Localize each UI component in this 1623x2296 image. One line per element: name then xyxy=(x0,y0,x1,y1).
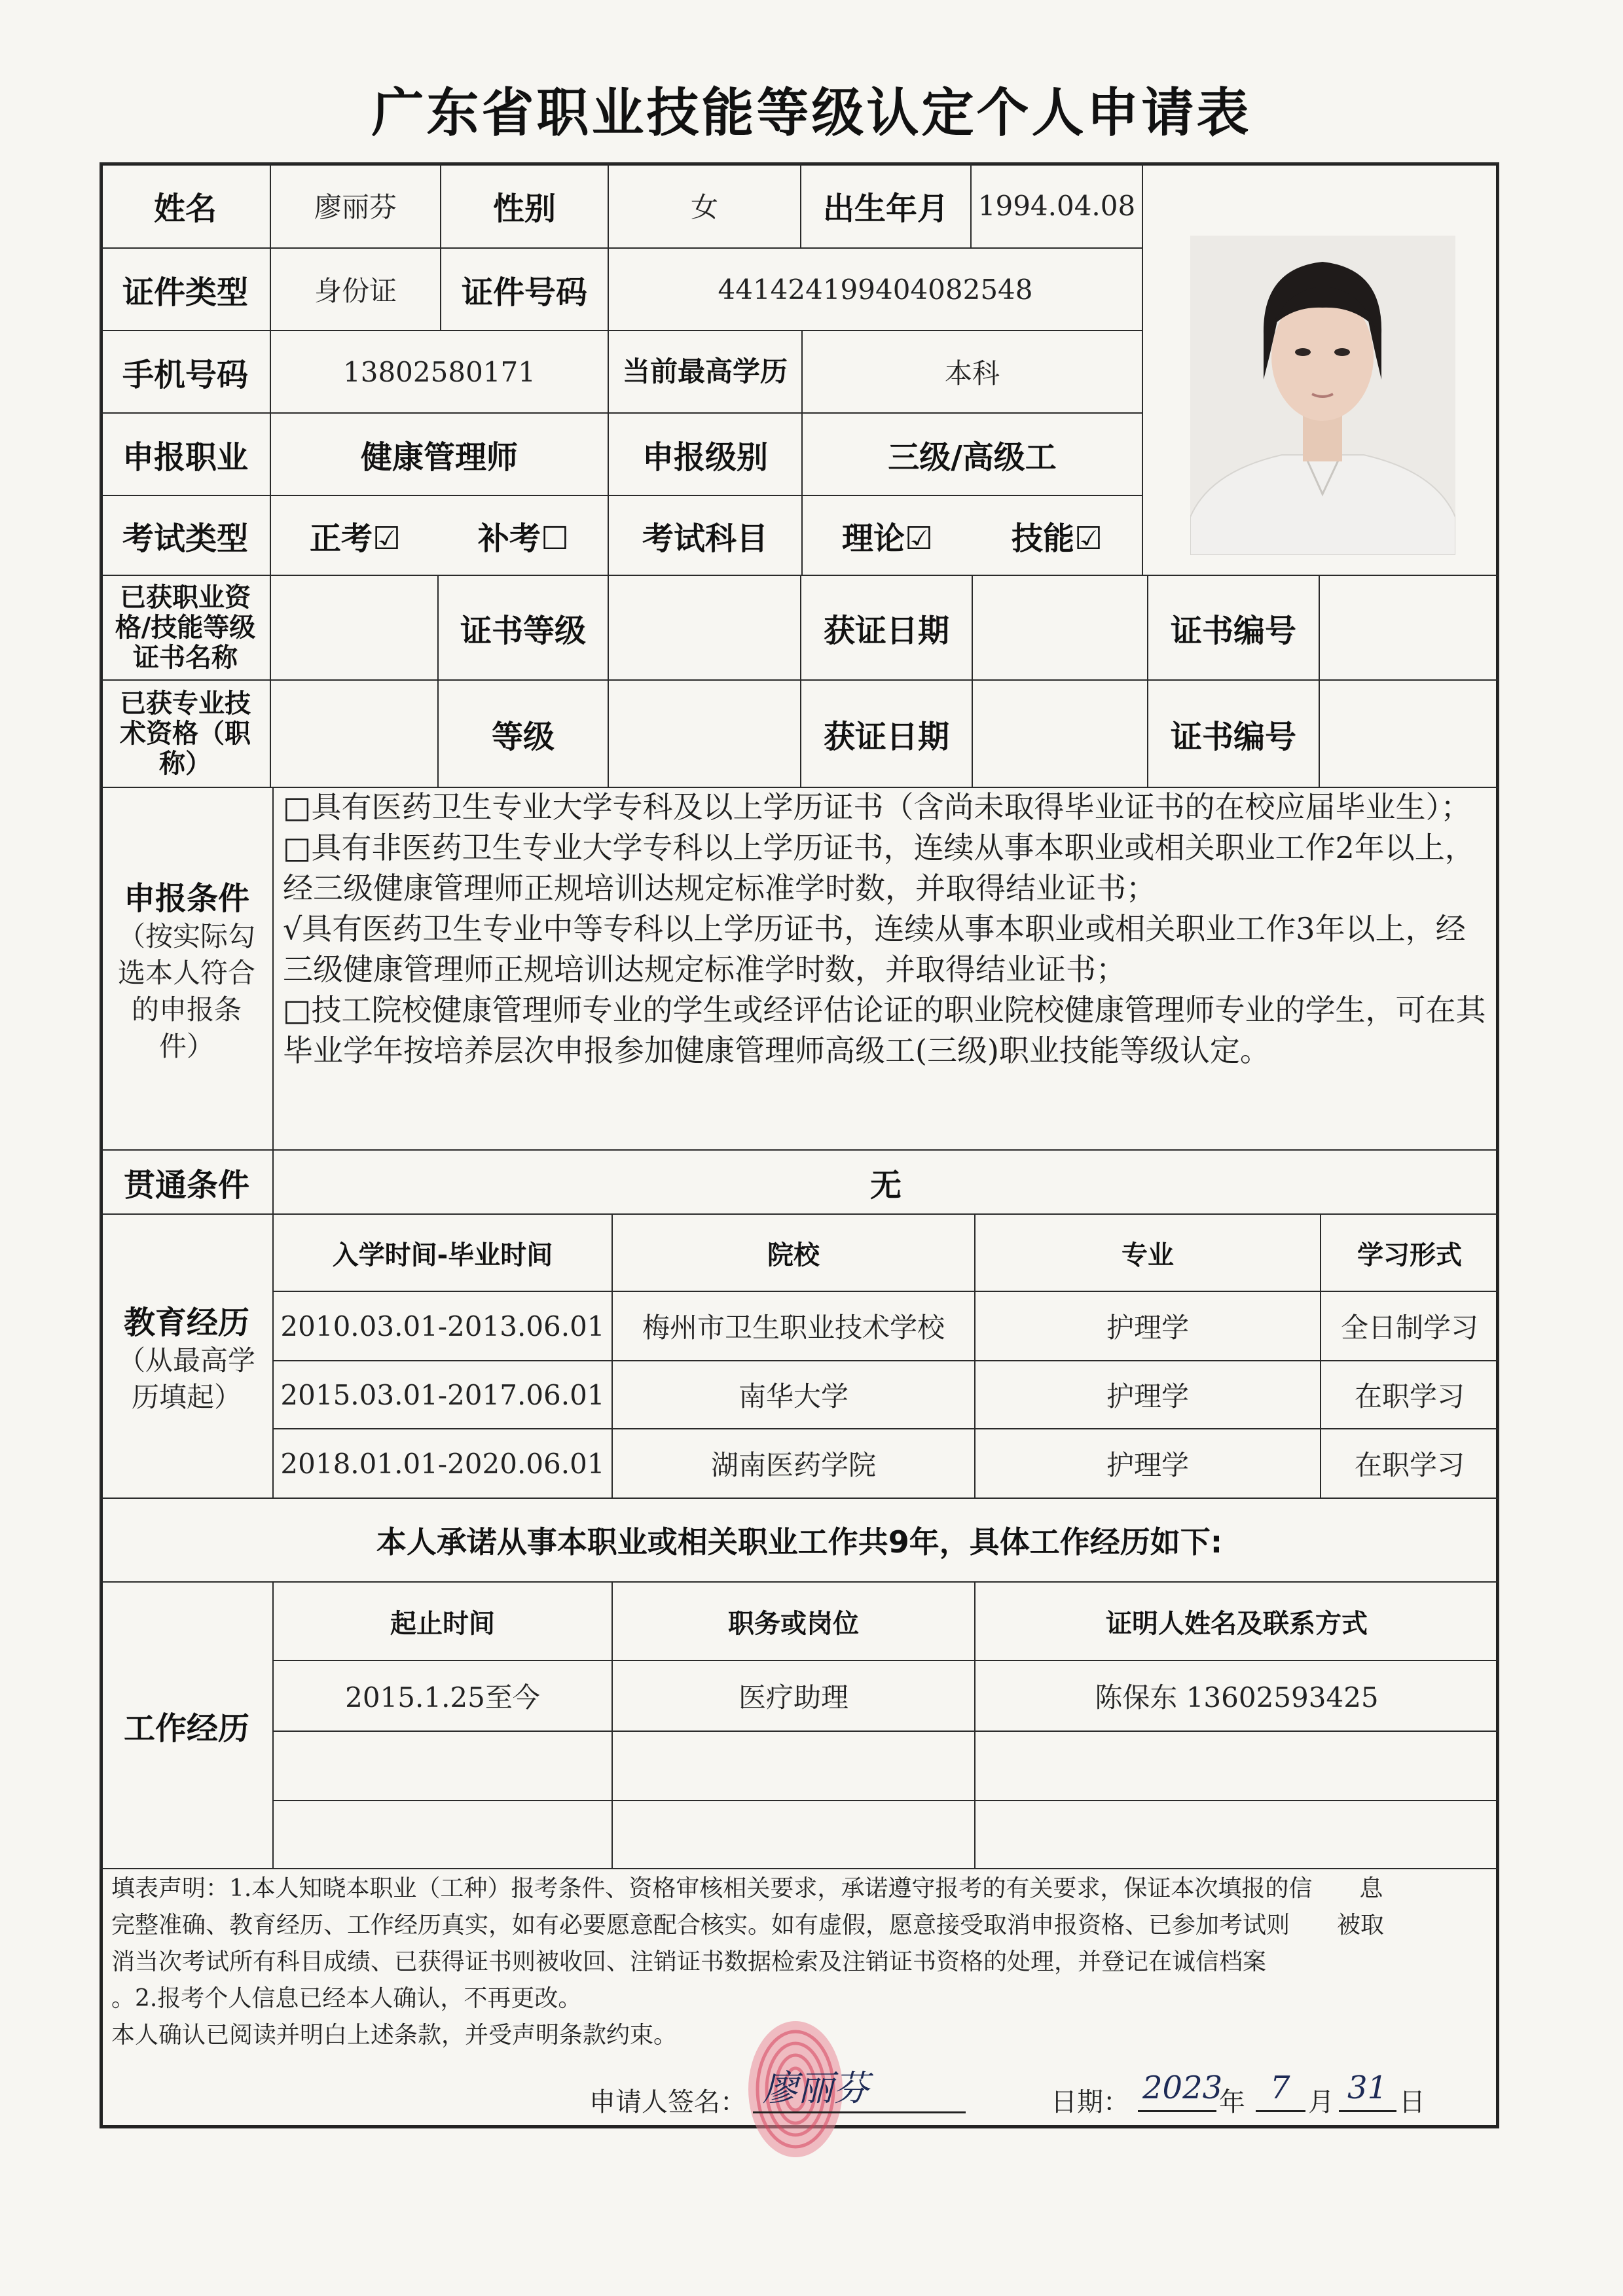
condition-option-3[interactable]: √具有医药卫生专业中等专科以上学历证书，连续从事本职业或相关职业工作3年以上，经三级健康管理师正规培训达规定标准学时数，并取得结业证书； xyxy=(283,911,1466,987)
form-title: 广东省职业技能等级认定个人申请表 xyxy=(371,82,1252,143)
pro-no-label: 证书编号 xyxy=(1147,679,1320,788)
edu-row-3-major[interactable]: 护理学 xyxy=(974,1428,1321,1499)
id-no-value[interactable]: 441424199404082548 xyxy=(608,247,1143,331)
month-line xyxy=(1256,2110,1305,2112)
year-line xyxy=(1138,2110,1216,2112)
work-row-2-position[interactable] xyxy=(611,1731,976,1801)
edu-row-2-major[interactable]: 护理学 xyxy=(974,1360,1321,1429)
work-row-2-witness[interactable] xyxy=(974,1731,1499,1801)
subject-skill-checkbox[interactable]: 技能☑ xyxy=(1011,520,1103,557)
pro-level-value[interactable] xyxy=(608,679,801,788)
gender-label: 性别 xyxy=(440,162,609,249)
month-unit: 月 xyxy=(1308,2087,1334,2117)
declaration-line-4: 。2.报考个人信息已经本人确认，不再更改。 xyxy=(111,1985,582,2012)
day-line xyxy=(1339,2110,1396,2112)
through-value[interactable]: 无 xyxy=(272,1149,1499,1215)
job-value[interactable]: 健康管理师 xyxy=(270,412,609,496)
phone-value[interactable]: 13802580171 xyxy=(270,330,609,414)
conditions-label: 申报条件 xyxy=(123,880,249,917)
edu-row-2-school[interactable]: 南华大学 xyxy=(611,1360,976,1429)
edu-row-1-period[interactable]: 2010.03.01-2013.06.01 xyxy=(272,1291,613,1361)
cert-no-value[interactable] xyxy=(1319,575,1499,681)
work-row-2-period[interactable] xyxy=(272,1731,613,1801)
edu-row-3-mode[interactable]: 在职学习 xyxy=(1320,1428,1499,1499)
work-row-1-position[interactable]: 医疗助理 xyxy=(611,1660,976,1732)
exam-type-label: 考试类型 xyxy=(100,495,271,576)
work-label: 工作经历 xyxy=(100,1581,274,1869)
date-day[interactable]: 31 xyxy=(1347,2070,1388,2106)
edu-label: 当前最高学历 xyxy=(608,330,803,414)
level-value[interactable]: 三级/高级工 xyxy=(801,412,1143,496)
edu-row-3-period[interactable]: 2018.01.01-2020.06.01 xyxy=(272,1428,613,1499)
skill-cert-label: 已获职业资格/技能等级证书名称 xyxy=(100,575,271,681)
education-label-cell xyxy=(100,1213,274,1499)
declaration-line-2: 完整准确、教育经历、工作经历真实，如有必要愿意配合核实。如有虚假，愿意接受取消申报资格、已参加考试则 被取 xyxy=(111,1912,1385,1939)
education-label: 教育经历 xyxy=(123,1304,249,1341)
id-no-label: 证件号码 xyxy=(440,247,609,331)
pro-no-value[interactable] xyxy=(1319,679,1499,788)
edu-row-1-school[interactable]: 梅州市卫生职业技术学校 xyxy=(611,1291,976,1361)
pro-cert-label: 已获专业技术资格（职称） xyxy=(100,679,271,788)
cert-no-label: 证书编号 xyxy=(1147,575,1320,681)
exam-makeup-checkbox[interactable]: 补考☐ xyxy=(477,520,570,557)
edu-header-mode: 学习形式 xyxy=(1320,1213,1499,1292)
date-year[interactable]: 2023 xyxy=(1142,2070,1223,2106)
signature-line xyxy=(753,2111,966,2113)
signature-label: 申请人签名： xyxy=(589,2087,746,2117)
phone-label: 手机号码 xyxy=(100,330,271,414)
subject-options xyxy=(801,495,1143,576)
cert-level-label: 证书等级 xyxy=(437,575,609,681)
edu-row-2-period[interactable]: 2015.03.01-2017.06.01 xyxy=(272,1360,613,1429)
condition-option-1[interactable]: □具有医药卫生专业大学专科及以上学历证书（含尚未取得毕业证书的在校应届毕业生）； xyxy=(283,789,1471,825)
edu-header-major: 专业 xyxy=(974,1213,1321,1292)
condition-option-2[interactable]: □具有非医药卫生专业大学专科以上学历证书，连续从事本职业或相关职业工作2年以上，经三级健康管理师正规培训达规定标准学时数，并取得结业证书； xyxy=(283,830,1475,906)
name-value[interactable]: 廖丽芬 xyxy=(270,162,441,249)
conditions-label-cell xyxy=(100,787,274,1151)
work-header-witness: 证明人姓名及联系方式 xyxy=(974,1581,1499,1661)
date-label: 日期： xyxy=(1051,2087,1129,2117)
conditions-note: （按实际勾选本人符合的申报条件） xyxy=(117,920,255,1062)
work-row-1-period[interactable]: 2015.1.25至今 xyxy=(272,1660,613,1732)
work-row-3-position[interactable] xyxy=(611,1800,976,1869)
pro-date-value[interactable] xyxy=(972,679,1148,788)
pro-date-label: 获证日期 xyxy=(800,679,973,788)
applicant-signature[interactable]: 廖丽芬 xyxy=(763,2068,869,2109)
day-unit: 日 xyxy=(1399,2087,1425,2117)
date-month[interactable]: 7 xyxy=(1270,2070,1290,2106)
applicant-photo xyxy=(1190,236,1455,555)
edu-row-3-school[interactable]: 湖南医药学院 xyxy=(611,1428,976,1499)
declaration-line-1: 填表声明：1.本人知晓本职业（工种）报考条件、资格审核相关要求，承诺遵守报考的有关要求，保证本次填报的信 息 xyxy=(111,1875,1383,1902)
edu-row-1-mode[interactable]: 全日制学习 xyxy=(1320,1291,1499,1361)
conditions-list xyxy=(274,787,1497,1150)
edu-row-1-major[interactable]: 护理学 xyxy=(974,1291,1321,1361)
job-label: 申报职业 xyxy=(100,412,271,496)
edu-value[interactable]: 本科 xyxy=(801,330,1143,414)
work-header-period: 起止时间 xyxy=(272,1581,613,1661)
gender-value[interactable]: 女 xyxy=(608,162,801,249)
edu-row-2-mode[interactable]: 在职学习 xyxy=(1320,1360,1499,1429)
birth-value[interactable]: 1994.04.08 xyxy=(970,162,1143,249)
condition-option-4[interactable]: □技工院校健康管理师专业的学生或经评估论证的职业院校健康管理师专业的学生，可在其毕业学年按培养层次申报参加健康管理师高级工(三级)职业技能等级认定。 xyxy=(283,992,1486,1068)
id-type-label: 证件类型 xyxy=(100,247,271,331)
work-row-3-witness[interactable] xyxy=(974,1800,1499,1869)
edu-header-school: 院校 xyxy=(611,1213,976,1292)
work-header-position: 职务或岗位 xyxy=(611,1581,976,1661)
cert-level-value[interactable] xyxy=(608,575,801,681)
subject-label: 考试科目 xyxy=(608,495,803,576)
work-row-1-witness[interactable]: 陈保东 13602593425 xyxy=(974,1660,1499,1732)
birth-label: 出生年月 xyxy=(800,162,972,249)
skill-cert-value[interactable] xyxy=(270,575,439,681)
subject-theory-checkbox[interactable]: 理论☑ xyxy=(841,520,934,557)
cert-date-label: 获证日期 xyxy=(800,575,973,681)
exam-type-options xyxy=(270,495,609,576)
exam-normal-checkbox[interactable]: 正考☑ xyxy=(309,520,401,557)
name-label: 姓名 xyxy=(100,162,271,249)
cert-date-value[interactable] xyxy=(972,575,1148,681)
year-unit: 年 xyxy=(1219,2087,1245,2117)
pro-level-label: 等级 xyxy=(437,679,609,788)
level-label: 申报级别 xyxy=(608,412,803,496)
work-row-3-period[interactable] xyxy=(272,1800,613,1869)
id-type-value[interactable]: 身份证 xyxy=(270,247,441,331)
edu-header-period: 入学时间-毕业时间 xyxy=(272,1213,613,1292)
through-label: 贯通条件 xyxy=(100,1149,274,1215)
declaration-line-5: 本人确认已阅读并明白上述条款，并受声明条款约束。 xyxy=(111,2022,678,2049)
education-note: （从最高学历填起） xyxy=(117,1344,255,1413)
pro-cert-value[interactable] xyxy=(270,679,439,788)
declaration-line-3: 消当次考试所有科目成绩、已获得证书则被收回、注销证书数据检索及注销证书资格的处理，并登记在诚信档案 xyxy=(111,1948,1267,1975)
work-promise: 本人承诺从事本职业或相关职业工作共9年，具体工作经历如下: xyxy=(100,1498,1499,1583)
